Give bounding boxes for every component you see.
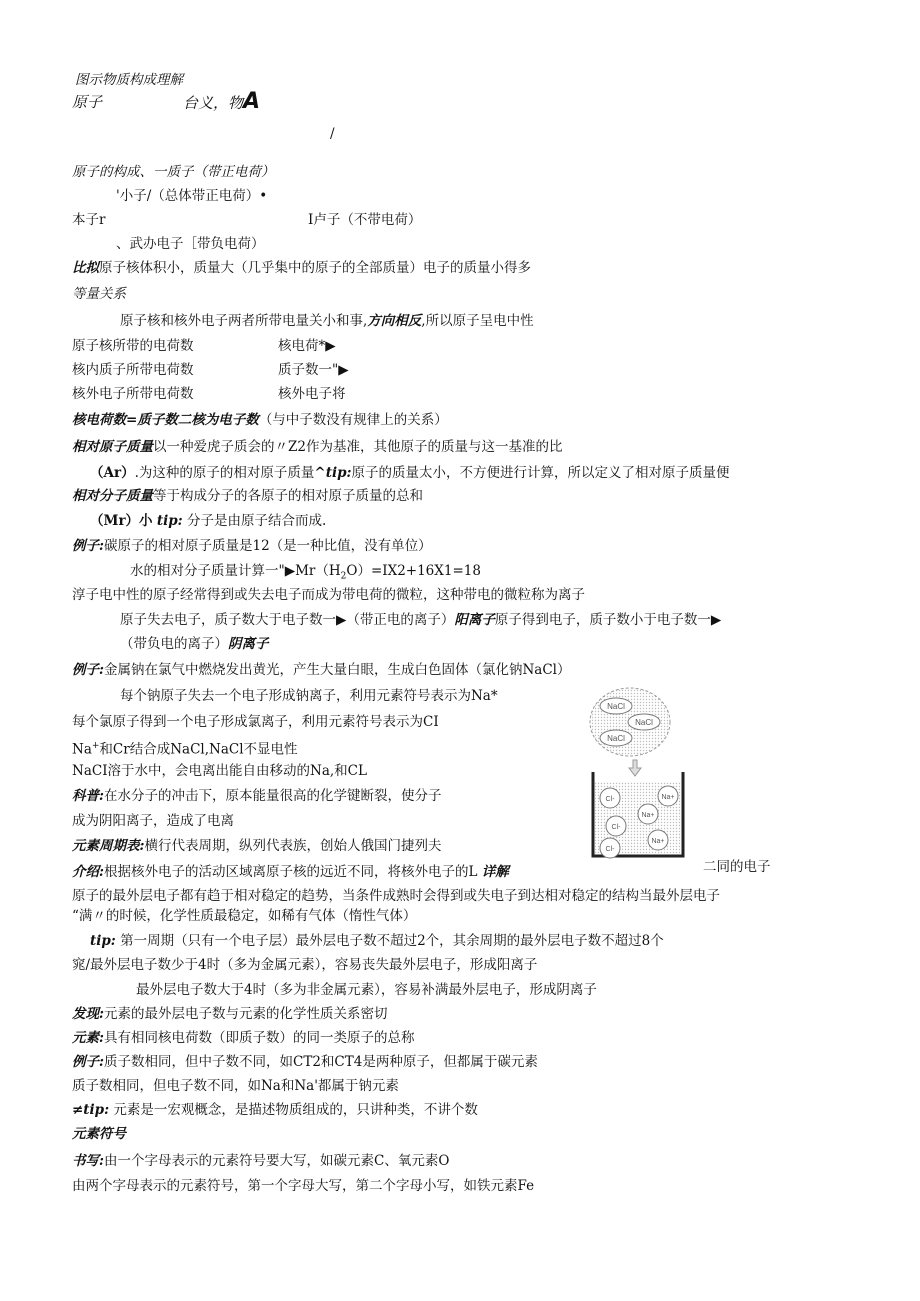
sci-label: 科普: (72, 788, 104, 804)
element-example (72, 1052, 538, 1072)
found-text: 元素的最外层电子数与元素的化学性质关系密切 (103, 1006, 388, 1022)
water-calc-b: O）=IX2+16X1=18 (346, 563, 481, 579)
mr-label: （Mr）小 (90, 513, 153, 529)
composition-line-1: 原子的构成、一质子（带正电荷） (72, 164, 275, 180)
relmass-label: 相对原子质量 (72, 439, 153, 455)
meaning-chars: 台义，物 (183, 94, 244, 112)
arrow-down-icon (629, 760, 641, 776)
ion-definition: 淳子电中性的原子经常得到或失去电子而成为带电荷的微粒，这种带电的微粒称为离子 (72, 587, 585, 603)
example2-l4 (72, 736, 298, 760)
ion-l2c: 原子得到电子，质子数小于电子数一▶ (494, 612, 722, 628)
intro-tail: 二同的电子 (703, 859, 771, 875)
cation-term: 阳离子 (454, 612, 495, 628)
compare-line (72, 258, 531, 278)
intro-text: 根据核外电子的活动区域离原子核的远近不同，将核外电子的L (103, 864, 478, 880)
atom-label: 原子 (72, 93, 103, 111)
sci-line-2: 成为阴阳离子，造成了电离 (72, 813, 234, 829)
found-line (72, 1004, 387, 1024)
mr-line (90, 511, 326, 531)
element-tip-label: ≠tip: (72, 1102, 110, 1118)
ion-label: Na+ (661, 794, 675, 801)
example2-l4b: 和Cr结合成NaCl,NaCl不显电性 (99, 741, 298, 758)
write-text: 由一个字母表示的元素符号要大写，如碳元素C、氧元素O (103, 1153, 450, 1169)
sci-line (72, 786, 441, 806)
periodic-l6: 最外层电子数大于4时（多为非金属元素），容易补满最外层电子，形成阴离子 (136, 982, 597, 998)
example1-text: 碳原子的相对原子质量是12（是一种比值，没有单位） (103, 538, 432, 554)
molmass-label: 相对分子质量 (72, 488, 153, 504)
periodic-tip-text: 第一周期（只有一个电子层）最外层电子数不超过2个，其余周期的最外层电子数不超过8个 (120, 933, 664, 949)
equal-conclusion-b: （与中子数没有规律上的关系） (258, 412, 448, 428)
symbol-title: 元素符号 (72, 1126, 126, 1142)
equal-intro-a: 原子核和核外电子两者所带电量关小和事 (120, 313, 363, 329)
equal-title: 等量关系 (72, 286, 126, 302)
ion-l3a: （带负电的离子） (120, 636, 228, 652)
intro-line (72, 862, 509, 882)
ion-line-2 (120, 610, 721, 630)
ar-tip: ^tip: (314, 465, 352, 481)
water-calc-a: 水的相对分子质量计算一"▶Mr（H (130, 563, 341, 579)
ar-tail: 原子的质量太小，不方便进行计算，所以定义了相对原子质量便 (351, 465, 730, 481)
write-label: 书写: (72, 1153, 104, 1169)
equal-intro: 原子核和核外电子两者所带电量关小和事,方向相反,所以原子呈电中性 (120, 313, 534, 329)
ion-label: Cl- (605, 846, 615, 853)
meaning-big-letter: A (243, 89, 261, 114)
water-subscript: 2 (340, 571, 347, 582)
example2-l5: NaCI溶于水中，会电离出能自由移动的Na,和CL (72, 763, 367, 779)
composition-line-2: '小子/（总体带正电荷）• (116, 188, 268, 204)
relmass-text: 以一种爱虎子质会的〃Z2作为基准，其他原子的质量与这一基准的比 (153, 439, 563, 455)
periodic-l5: 窕/最外层电子数少于4时（多为金属元素），容易丧失最外层电子，形成阳离子 (72, 957, 538, 973)
intro-detail: 详解 (481, 864, 509, 880)
element-line (72, 1028, 414, 1048)
example2-l4a: Na (72, 741, 92, 758)
write-line (72, 1151, 449, 1171)
mr-text: 分子是由原子结合而成. (186, 513, 327, 529)
equal-row-3-value: 核外电子将 (278, 386, 346, 402)
water-calc (130, 561, 481, 587)
nacl-molecule-label: NaCl (607, 734, 625, 743)
equal-row-3-label: 核外电子所带电荷数 (72, 386, 194, 402)
equal-intro-b: 方向相反 (367, 313, 422, 329)
equal-conclusion (72, 410, 448, 430)
nacl-dissolution-figure (588, 680, 698, 860)
write-line-2: 由两个字母表示的元素符号，第一个字母大写，第二个字母小写，如铁元素Fe (72, 1178, 535, 1194)
relmass-line (72, 437, 562, 457)
page-title: 图示物质构成理解 (75, 72, 183, 88)
composition-line-4: 、武办电子［带负电荷） (116, 236, 265, 252)
periodic-tip (90, 931, 664, 951)
composition-line-3a: 本子r (72, 212, 106, 228)
equal-conclusion-a: 核电荷数=质子数二核为电子数 (72, 412, 259, 428)
periodic-label: 元素周期表: (72, 838, 145, 854)
ion-label: Cl- (605, 796, 615, 803)
example2-text: 金属钠在氯气中燃烧发出黄光，产生大量白眼，生成白色固体（氯化钠NaCl） (103, 662, 571, 678)
intro-label: 介绍: (72, 864, 104, 880)
element-text: 具有相同核电荷数（即质子数）的同一类原子的总称 (103, 1030, 415, 1046)
periodic-l2: 原子的最外层电子都有趋于相对稳定的趋势，当条件成熟时会得到或失电子到达相对稳定的结构当最外层电子 (72, 888, 720, 904)
periodic-text: 横行代表周期，纵列代表族，创始人俄国门捷列夫 (144, 838, 442, 854)
molmass-line (72, 486, 423, 506)
molmass-text: 等于构成分子的各原子的相对原子质量的总和 (153, 488, 423, 504)
nacl-molecule-label: NaCl (607, 702, 625, 711)
example2-l3: 每个氯原子得到一个电子形成氯离子，利用元素符号表示为CI (72, 714, 439, 730)
meaning-text (183, 89, 261, 114)
found-label: 发现: (72, 1006, 104, 1022)
relmass-ar-line (90, 463, 730, 483)
ion-label: Na+ (641, 812, 655, 819)
ion-line-3 (120, 634, 269, 654)
periodic-l3: “满〃的时候，化学性质最稳定，如稀有气体（惰性气体） (72, 908, 417, 924)
nacl-molecule-label: NaCl (635, 718, 653, 727)
element-example-text: 质子数相同，但中子数不同，如CT2和CT4是两种原子，但都属于碳元素 (103, 1054, 538, 1070)
example1-label: 例子: (72, 538, 104, 554)
compare-text: 原子核体积小，质量大（几乎集中的原子的全部质量）电子的质量小得多 (99, 260, 531, 276)
example2-label: 例子: (72, 662, 104, 678)
example2-l2: 每个钠原子失去一个电子形成钠离子，利用元素符号表示为Na* (120, 688, 498, 704)
ion-label: Na+ (651, 838, 665, 845)
slash-mark: / (330, 126, 335, 142)
element-example-2: 质子数相同，但电子数不同，如Na和Na'都属于钠元素 (72, 1078, 399, 1094)
periodic-tip-label: tip: (90, 933, 116, 949)
example2-line (72, 660, 571, 680)
example2-l4sup: + (91, 741, 100, 751)
equal-intro-c: 所以原子呈电中性 (425, 313, 534, 329)
anion-term: 阴离子 (228, 636, 269, 652)
equal-row-1-label: 原子核所带的电荷数 (72, 338, 194, 354)
element-tip-text: 元素是一宏观概念，是描述物质组成的，只讲种类，不讲个数 (113, 1102, 478, 1118)
ion-l2a: 原子失去电子，质子数大于电子数一▶（带正电的离子） (120, 612, 455, 628)
element-example-label: 例子: (72, 1054, 104, 1070)
equal-row-1-value: 核电荷*▶ (278, 338, 336, 354)
element-tip (72, 1100, 478, 1120)
compare-label: 比拟 (72, 260, 99, 276)
composition-line-3b: I卢子（不带电荷） (308, 212, 422, 228)
ion-label: Cl- (611, 824, 621, 831)
sci-text: 在水分子的冲击下，原本能量很高的化学键断裂，使分子 (103, 788, 442, 804)
element-label: 元素: (72, 1030, 104, 1046)
equal-row-2-label: 核内质子所带电荷数 (72, 362, 194, 378)
example1-line (72, 536, 432, 556)
equal-row-2-value: 质子数一"▶ (278, 362, 349, 378)
mr-tip: tip: (156, 513, 183, 529)
ar-text: .为这种的原子的相对原子质量 (134, 465, 315, 481)
ar-label: （Ar） (90, 465, 135, 481)
periodic-line (72, 836, 441, 856)
